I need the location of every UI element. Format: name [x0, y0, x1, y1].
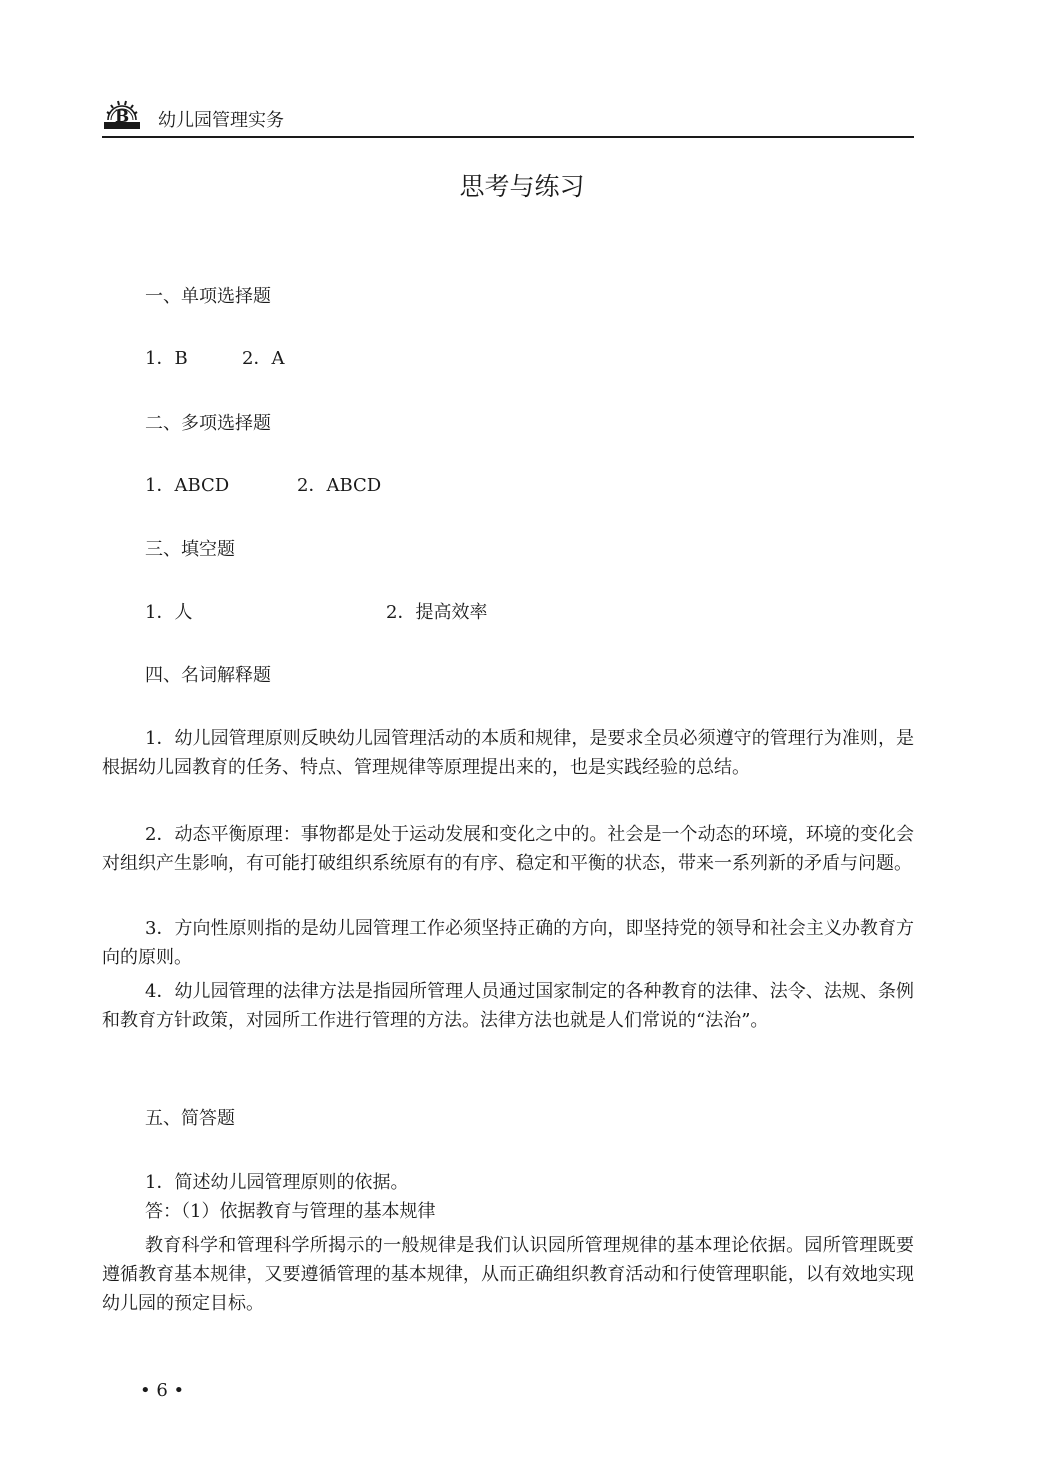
answer-item: 2．ABCD	[297, 475, 382, 496]
page-number: • 6 •	[140, 1380, 185, 1401]
running-header-title: 幼儿园管理实务	[158, 110, 284, 131]
page-title: 思考与练习	[459, 172, 585, 201]
publisher-emblem-icon	[102, 98, 142, 132]
section-heading-fill-blank: 三、填空题	[145, 539, 235, 560]
running-header	[102, 96, 914, 138]
answer-item: 1．B	[145, 348, 188, 369]
definition-paragraph: 1．幼儿园管理原则反映幼儿园管理活动的本质和规律，是要求全员必须遵守的管理行为准则，是根据幼儿园教育的任务、特点、管理规律等原理提出来的，也是实践经验的总结。	[102, 728, 914, 778]
section-heading-term-definition: 四、名词解释题	[145, 665, 271, 686]
definition-paragraph: 3．方向性原则指的是幼儿园管理工作必须坚持正确的方向，即坚持党的领导和社会主义办教育方向的原则。	[102, 918, 914, 968]
answer-item: 1．人	[145, 602, 193, 623]
answer-item: 2．A	[242, 348, 285, 369]
section-heading-single-choice: 一、单项选择题	[145, 286, 271, 307]
svg-text:B: B	[114, 107, 130, 127]
answer-item: 2．提高效率	[386, 602, 488, 623]
section-heading-short-answer: 五、简答题	[145, 1108, 235, 1129]
question-text: 1．简述幼儿园管理原则的依据。	[145, 1172, 409, 1193]
section-heading-multiple-choice: 二、多项选择题	[145, 413, 271, 434]
definition-paragraph: 2．动态平衡原理：事物都是处于运动发展和变化之中的。社会是一个动态的环境，环境的变化会对组织产生影响，有可能打破组织系统原有的有序、稳定和平衡的状态，带来一系列新的矛盾与问题。	[102, 824, 914, 874]
answer-paragraph: 教育科学和管理科学所揭示的一般规律是我们认识园所管理规律的基本理论依据。园所管理既要遵循教育基本规律，又要遵循管理的基本规律，从而正确组织教育活动和行使管理职能，以有效地实现幼儿园的预定目标。	[102, 1235, 914, 1314]
answer-item: 1．ABCD	[145, 475, 230, 496]
answer-subheading: 答：（1）依据教育与管理的基本规律	[145, 1201, 436, 1222]
definition-paragraph: 4．幼儿园管理的法律方法是指园所管理人员通过国家制定的各种教育的法律、法令、法规、条例和教育方针政策，对园所工作进行管理的方法。法律方法也就是人们常说的“法治”。	[102, 981, 914, 1031]
